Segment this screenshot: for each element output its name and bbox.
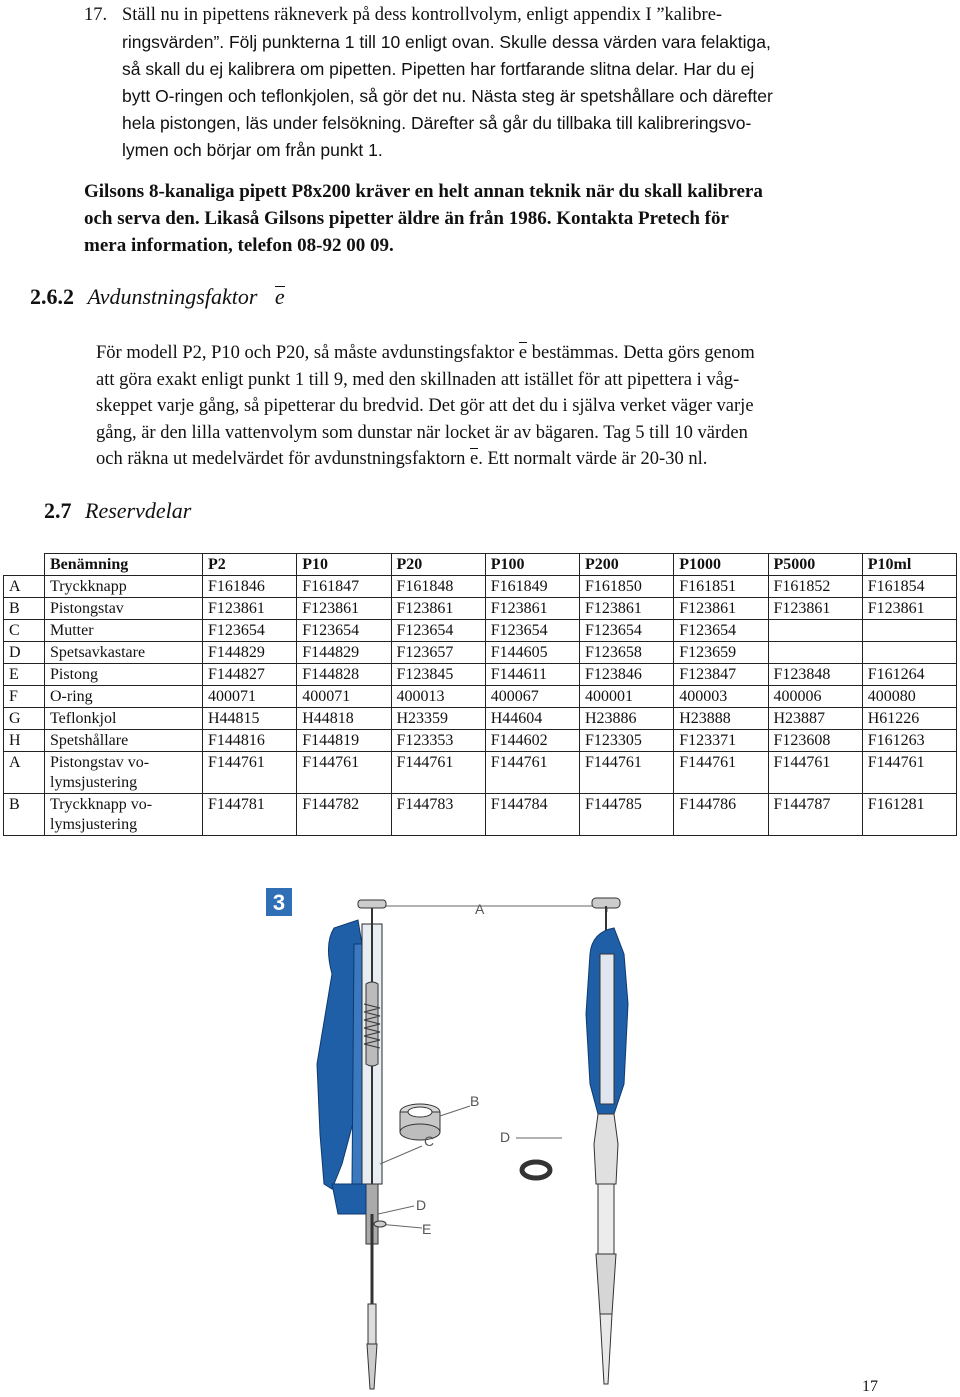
row-key: H <box>4 730 45 752</box>
part-name: Spetshållare <box>45 730 203 752</box>
row-key: C <box>4 620 45 642</box>
e-bar-symbol: e <box>470 446 478 473</box>
section-title: Reservdelar <box>85 498 192 523</box>
part-number-cell: F144785 <box>580 794 674 836</box>
part-number-cell: 400080 <box>862 686 956 708</box>
column-header: P1000 <box>674 554 768 576</box>
part-number-cell: F161849 <box>485 576 579 598</box>
part-number-cell: F144761 <box>768 752 862 794</box>
part-number-cell: F123654 <box>580 620 674 642</box>
part-name <box>45 752 203 794</box>
part-number-cell: F144761 <box>485 752 579 794</box>
part-number-cell: F144782 <box>297 794 391 836</box>
part-number-cell: 400013 <box>391 686 485 708</box>
part-number-cell <box>768 620 862 642</box>
part-number-cell: F161281 <box>862 794 956 836</box>
column-header: P10 <box>297 554 391 576</box>
gilson-note <box>84 178 904 259</box>
part-number-cell: F123658 <box>580 642 674 664</box>
part-name: Mutter <box>45 620 203 642</box>
part-name <box>45 794 203 836</box>
para-line-2: att göra exakt enligt punkt 1 till 9, med den skillnaden att istället för att pipettera i våg- <box>96 369 740 390</box>
gilson-note-line-3: mera information, telefon 08-92 00 09. <box>84 235 394 256</box>
section-heading-2-6-2 <box>30 284 285 310</box>
part-name: Tryckknapp <box>45 576 203 598</box>
table-row <box>4 642 957 664</box>
part-name: Pistongstav <box>45 598 203 620</box>
part-number-cell: F123861 <box>768 598 862 620</box>
label-d-right: D <box>500 1129 511 1145</box>
part-number-cell: F144819 <box>297 730 391 752</box>
label-e: E <box>422 1221 432 1237</box>
item-17-line-6: lymen och börjar om från punkt 1. <box>122 140 383 160</box>
part-name-line: lymsjustering <box>50 774 138 791</box>
part-number-cell: F123353 <box>391 730 485 752</box>
part-number-cell: F123654 <box>485 620 579 642</box>
column-header: P2 <box>203 554 297 576</box>
part-number-cell: F144786 <box>674 794 768 836</box>
part-number-cell: F144787 <box>768 794 862 836</box>
row-key: A <box>4 576 45 598</box>
part-number-cell: F144828 <box>297 664 391 686</box>
part-number-cell: F123861 <box>674 598 768 620</box>
part-number-cell: F144761 <box>580 752 674 794</box>
part-number-cell: F144783 <box>391 794 485 836</box>
part-number-cell: F161846 <box>203 576 297 598</box>
part-number-cell: F123846 <box>580 664 674 686</box>
part-number-cell: F144827 <box>203 664 297 686</box>
part-number-cell: F123657 <box>391 642 485 664</box>
part-number-cell: F144761 <box>391 752 485 794</box>
label-a: A <box>475 901 485 917</box>
para-line-5 <box>96 446 896 473</box>
section-title: Avdunstningsfaktor <box>87 284 258 309</box>
part-name-line: Tryckknapp vo- <box>50 796 153 813</box>
para-line-5-a: och räkna ut medelvärdet för avdunstningsfaktorn <box>96 449 470 469</box>
table-row <box>4 730 957 752</box>
part-number-cell: F144761 <box>674 752 768 794</box>
part-number-cell: F123847 <box>674 664 768 686</box>
column-header: P10ml <box>862 554 956 576</box>
part-number-cell: F144829 <box>297 642 391 664</box>
e-bar-symbol: e <box>274 284 285 309</box>
part-number-cell: F123654 <box>391 620 485 642</box>
part-number-cell: F123608 <box>768 730 862 752</box>
part-number-cell: F144761 <box>203 752 297 794</box>
part-number-cell: F123305 <box>580 730 674 752</box>
label-b: B <box>470 1093 480 1109</box>
row-key: D <box>4 642 45 664</box>
part-number-cell: F123654 <box>203 620 297 642</box>
e-bar-symbol: e <box>519 340 527 367</box>
table-row <box>4 752 957 794</box>
part-number-cell: H61226 <box>862 708 956 730</box>
gilson-note-line-1: Gilsons 8-kanaliga pipett P8x200 kräver en helt annan teknik när du skall kalibrera <box>84 181 763 202</box>
part-number-cell: F123845 <box>391 664 485 686</box>
part-number-cell: F161850 <box>580 576 674 598</box>
part-number-cell <box>862 620 956 642</box>
part-number-cell: 400006 <box>768 686 862 708</box>
column-header: Benämning <box>45 554 203 576</box>
part-number-cell: F144605 <box>485 642 579 664</box>
column-header: P20 <box>391 554 485 576</box>
table-row <box>4 576 957 598</box>
para-line-3: skeppet varje gång, så pipetterar du bredvid. Det gör att det du i själva verket väger varje <box>96 396 754 416</box>
page-number: 17 <box>862 1378 878 1395</box>
gilson-note-line-2: och serva den. Likaså Gilsons pipetter äldre än från 1986. Kontakta Pretech för <box>84 208 729 229</box>
section-heading-2-7 <box>44 498 191 524</box>
part-number-cell: F123654 <box>297 620 391 642</box>
table-row <box>4 686 957 708</box>
part-number-cell: F144761 <box>297 752 391 794</box>
para-line-4: gång, är den lilla vattenvolym som dunstar när locket är av bägaren. Tag 5 till 10 värden <box>96 422 748 443</box>
item-17-line-4: bytt O-ringen och teflonkjolen, så gör det nu. Nästa steg är spetshållare och därefter <box>122 86 773 106</box>
part-number-cell <box>862 642 956 664</box>
part-name: Spetsavkastare <box>45 642 203 664</box>
part-number-cell: F144781 <box>203 794 297 836</box>
section-number: 2.7 <box>44 498 72 523</box>
part-number-cell: H23359 <box>391 708 485 730</box>
row-key: B <box>4 794 45 836</box>
part-number-cell: 400071 <box>297 686 391 708</box>
part-number-cell: F161263 <box>862 730 956 752</box>
row-key: E <box>4 664 45 686</box>
part-number-cell: 400003 <box>674 686 768 708</box>
spare-parts-table <box>3 553 957 836</box>
row-key: A <box>4 752 45 794</box>
table-row <box>4 664 957 686</box>
part-number-cell: F161847 <box>297 576 391 598</box>
column-header: P200 <box>580 554 674 576</box>
part-number-cell: F123861 <box>203 598 297 620</box>
part-number-cell: H44815 <box>203 708 297 730</box>
table-corner <box>4 554 45 576</box>
part-name: Teflonkjol <box>45 708 203 730</box>
part-name: Pistong <box>45 664 203 686</box>
item-17-line-2: ringsvärden”. Följ punkterna 1 till 10 enligt ovan. Skulle dessa värden vara felaktiga, <box>122 32 771 52</box>
para-line-1-a: För modell P2, P10 och P20, så måste avdunstingsfaktor <box>96 343 519 363</box>
row-key: B <box>4 598 45 620</box>
label-d-left: D <box>416 1197 427 1213</box>
part-number-cell: F123861 <box>485 598 579 620</box>
table-row <box>4 598 957 620</box>
label-c: C <box>424 1133 435 1149</box>
part-number-cell: F144761 <box>862 752 956 794</box>
table-row <box>4 708 957 730</box>
part-name: O-ring <box>45 686 203 708</box>
part-number-cell: F144611 <box>485 664 579 686</box>
figure-badge-number: 3 <box>272 890 286 915</box>
column-header: P100 <box>485 554 579 576</box>
part-number-cell: F144816 <box>203 730 297 752</box>
part-number-cell: H23888 <box>674 708 768 730</box>
part-name-line: lymsjustering <box>50 816 138 833</box>
part-number-cell: F144602 <box>485 730 579 752</box>
item-17-line-5: hela pistongen, läs under felsökning. Därefter så går du tillbaka till kalibreringsvo- <box>122 113 752 133</box>
part-number-cell: F144784 <box>485 794 579 836</box>
part-number-cell: F123848 <box>768 664 862 686</box>
part-number-cell: F144829 <box>203 642 297 664</box>
table-header-row <box>4 554 957 576</box>
part-number-cell: F123654 <box>674 620 768 642</box>
part-number-cell: F161852 <box>768 576 862 598</box>
row-key: G <box>4 708 45 730</box>
item-17-line-1: Ställ nu in pipettens räkneverk på dess kontrollvolym, enligt appendix I ”kalibre- <box>122 5 723 25</box>
part-number-cell: F123371 <box>674 730 768 752</box>
section-number: 2.6.2 <box>30 284 74 309</box>
row-key: F <box>4 686 45 708</box>
part-number-cell: 400067 <box>485 686 579 708</box>
part-number-cell: F123861 <box>297 598 391 620</box>
para-line-5-b: . Ett normalt värde är 20-30 nl. <box>478 449 708 469</box>
part-number-cell: F161854 <box>862 576 956 598</box>
para-line-1 <box>96 340 896 367</box>
part-number-cell: 400071 <box>203 686 297 708</box>
part-number-cell: 400001 <box>580 686 674 708</box>
part-number-cell: H23886 <box>580 708 674 730</box>
item-17-line-3: så skall du ej kalibrera om pipetten. Pipetten har fortfarande slitna delar. Har du ej <box>122 59 755 79</box>
part-number-cell <box>768 642 862 664</box>
table-row <box>4 620 957 642</box>
pipette-exploded-figure <box>262 884 702 1397</box>
part-number-cell: F161264 <box>862 664 956 686</box>
part-number-cell: F123861 <box>391 598 485 620</box>
part-number-cell: H44604 <box>485 708 579 730</box>
part-number-cell: F123659 <box>674 642 768 664</box>
part-number-cell: F161848 <box>391 576 485 598</box>
part-number-cell: F123861 <box>862 598 956 620</box>
part-number-cell: F161851 <box>674 576 768 598</box>
part-name-line: Pistongstav vo- <box>50 754 150 771</box>
para-line-1-b: bestämmas. Detta görs genom <box>527 343 755 363</box>
item-number: 17. <box>84 5 108 25</box>
table-row <box>4 794 957 836</box>
part-number-cell: H23887 <box>768 708 862 730</box>
part-number-cell: F123861 <box>580 598 674 620</box>
evaporation-paragraph <box>96 340 896 473</box>
item-17 <box>84 2 904 164</box>
part-number-cell: H44818 <box>297 708 391 730</box>
column-header: P5000 <box>768 554 862 576</box>
